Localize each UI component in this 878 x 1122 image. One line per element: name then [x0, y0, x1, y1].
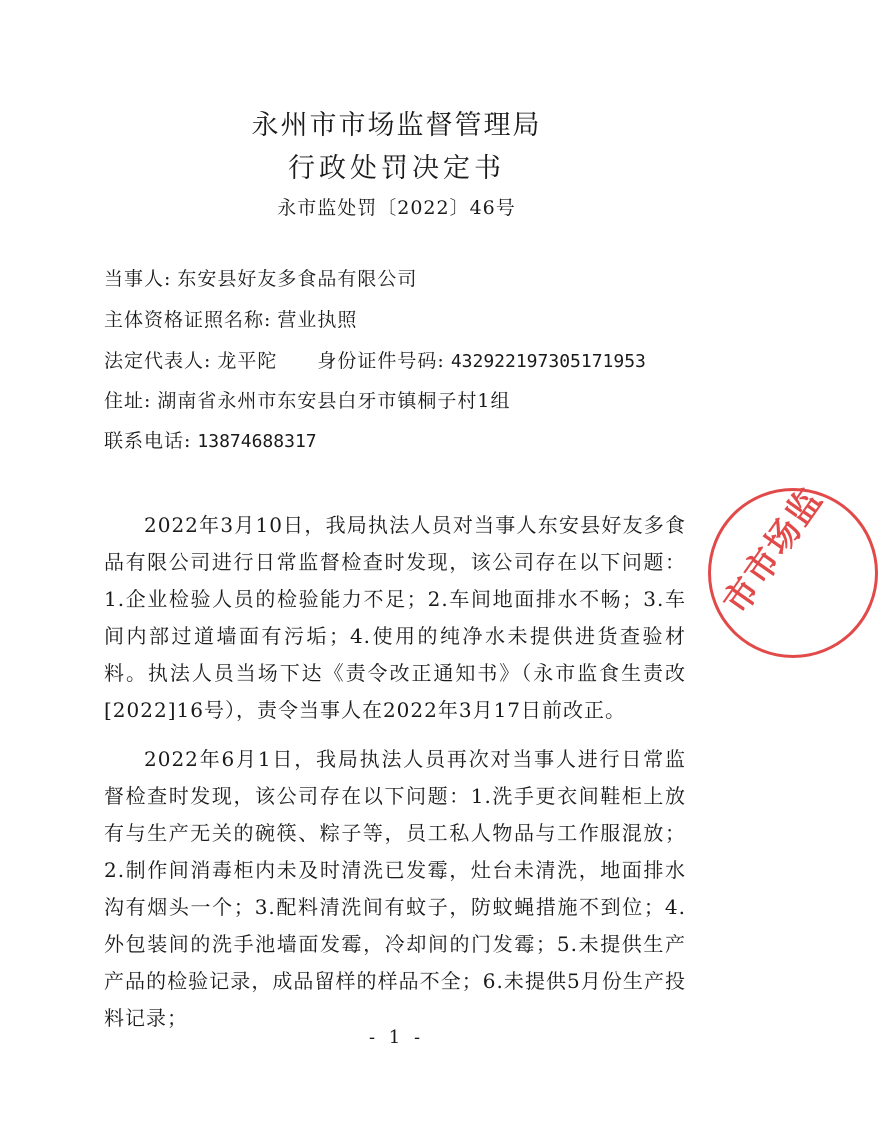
party-value: 东安县好友多食品有限公司 — [177, 268, 418, 290]
phone-label: 联系电话: — [104, 430, 192, 452]
document-type-title: 行政处罚决定书 — [288, 153, 505, 184]
representative-value: 龙平陀 — [217, 350, 278, 372]
representative-line — [104, 346, 646, 373]
address-value: 湖南省永州市东安县白牙市镇桐子村1组 — [157, 390, 511, 412]
id-number-label: 身份证件号码: — [317, 350, 445, 372]
representative-label: 法定代表人: — [104, 350, 212, 372]
phone-line — [104, 426, 317, 453]
id-number-value: 432922197305171953 — [450, 351, 646, 372]
page-number: - 1 - — [368, 1027, 425, 1048]
license-line — [104, 305, 357, 332]
license-label: 主体资格证照名称: — [104, 309, 272, 331]
paragraph-first-inspection: 2022年3月10日，我局执法人员对当事人东安县好友多食品有限公司进行日常监督检查时发现，该公司存在以下问题：1.企业检验人员的检验能力不足；2.车间地面排水不畅；3.车间内部过道墙面有污垢；4.使用的纯净水未提供进货查验材料。执法人员当场下达《责令改正通知书》（永市监食生责改[2022]16号），责令当事人在2022年3月17日前改正。 — [104, 513, 686, 722]
document-number: 永市监处罚〔2022〕46号 — [277, 197, 516, 219]
official-seal-stamp — [708, 480, 878, 658]
license-value: 营业执照 — [277, 309, 358, 331]
agency-title: 永州市市场监督管理局 — [251, 110, 542, 141]
address-line — [104, 386, 511, 413]
party-label: 当事人: — [104, 268, 172, 290]
address-label: 住址: — [104, 390, 152, 412]
seal-text: 市市场监 — [715, 480, 832, 622]
party-line — [104, 264, 417, 291]
phone-value: 13874688317 — [197, 431, 317, 452]
paragraph-second-inspection: 2022年6月1日，我局执法人员再次对当事人进行日常监督检查时发现，该公司存在以下问题：1.洗手更衣间鞋柜上放有与生产无关的碗筷、粽子等，员工私人物品与工作服混放；2.制作间消毒柜内未及时清洗已发霉，灶台未清洗，地面排水沟有烟头一个；3.配料清洗间有蚊子，防蚊蝇措施不到位；4.外包装间的洗手池墙面发霉，冷却间的门发霉；5.未提供生产产品的检验记录，成品留样的样品不全；6.未提供5月份生产投料记录； — [104, 747, 686, 1030]
